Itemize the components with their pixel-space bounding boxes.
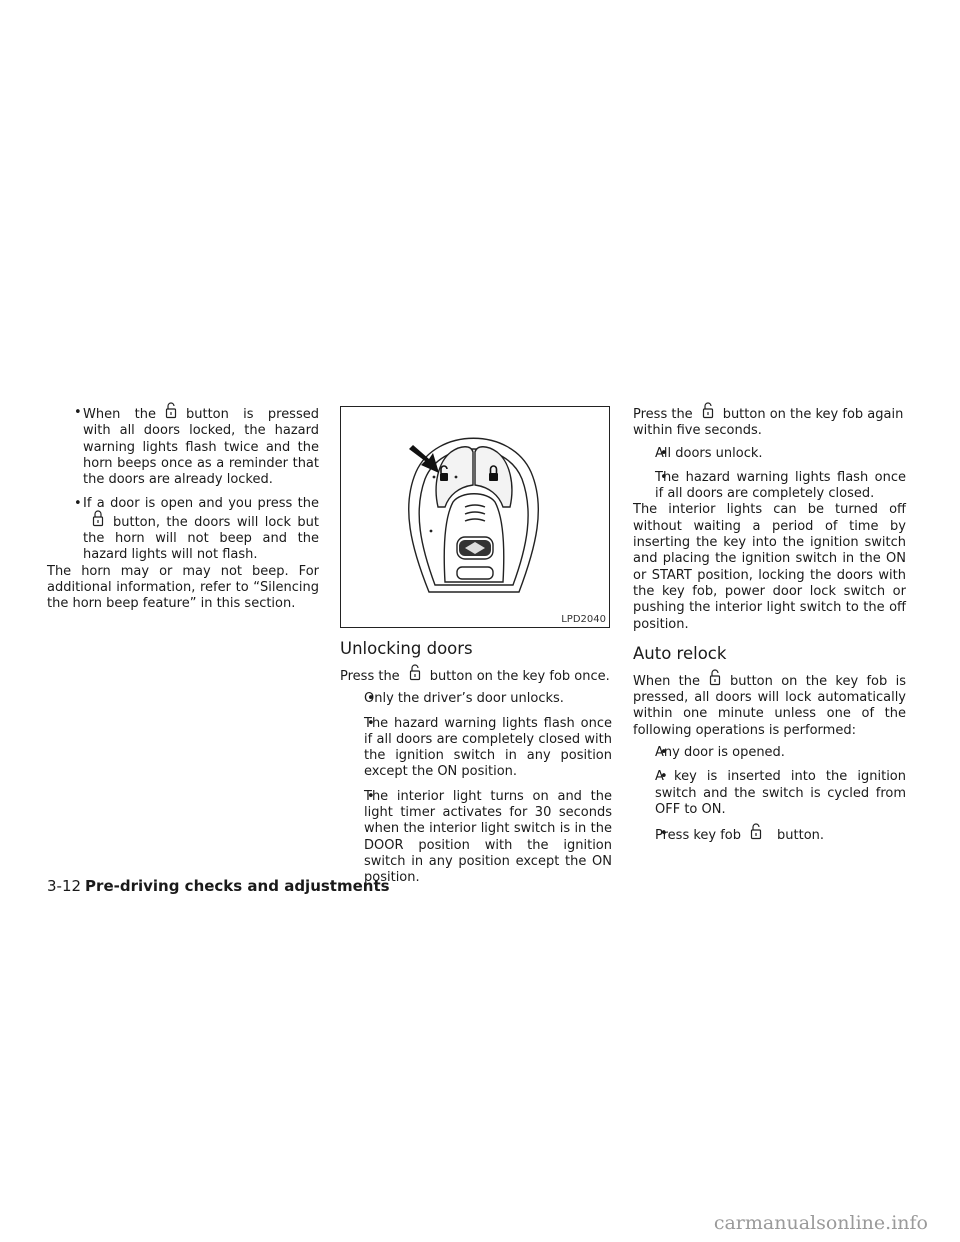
- horn-note: The horn may or may not beep. For additional information, refer to “Silencing the horn beep feature” in this section.: [47, 563, 319, 612]
- unlock-padlock-icon: [400, 667, 430, 683]
- page-footer: [47, 877, 390, 895]
- unlock-padlock-icon: [700, 672, 730, 688]
- bullet-already-locked: • When the button is pressed with all doors locked, the hazard warning lights flash twice and the horn beeps once as a reminder that the doors are already locked.: [47, 405, 319, 488]
- relock-bullet-1: • Any door is opened.: [633, 745, 906, 761]
- unlock-bullet-1: • Only the driver’s door unlocks.: [340, 691, 612, 707]
- unlock-again-bullet-1: • All doors unlock.: [633, 446, 906, 462]
- key-fob-figure: [340, 406, 610, 628]
- bullet-door-open: • If a door is open and you press the button, the doors will lock but the horn will not beep and the hazard lights will not flash.: [47, 496, 319, 563]
- unlock-bullet-3: • The interior light turns on and the light timer activates for 30 seconds when the interior light switch is in the DOOR position with the ignition switch in any position except the ON position.: [340, 789, 612, 887]
- unlock-padlock-icon: [156, 405, 186, 421]
- page-number: 3-12: [47, 877, 82, 895]
- figure-code: LPD2040: [561, 614, 606, 625]
- unlock-intro: Press the button on the key fob once.: [340, 667, 612, 685]
- heading-unlocking-doors: Unlocking doors: [340, 639, 473, 658]
- middle-column: [340, 406, 612, 887]
- section-title: Pre-driving checks and adjustments: [85, 877, 390, 895]
- interior-lights-note: The interior lights can be turned off without waiting a period of time by inserting the key into the ignition switch and placing the ignition switch in the ON or START position, locking the doors with the key fob, power door lock switch or pushing the interior light switch to the off position.: [633, 502, 906, 632]
- heading-auto-relock: Auto relock: [633, 643, 727, 663]
- unlock-padlock-icon: [693, 405, 723, 421]
- unlock-again-intro: Press the button on the key fob again within five seconds.: [633, 405, 906, 440]
- relock-bullet-3: • Press key fob button.: [633, 826, 906, 844]
- lock-padlock-icon: [83, 513, 113, 529]
- unlock-again-bullet-2: • The hazard warning lights flash once if all doors are completely closed.: [633, 470, 906, 503]
- watermark: carmanualsonline.info: [713, 1212, 928, 1234]
- relock-intro: When the button on the key fob is pressed, all doors will lock automatically within one minute unless one of the following operations is performed:: [633, 672, 906, 739]
- right-column: [633, 405, 906, 845]
- relock-bullet-2: • A key is inserted into the ignition switch and the switch is cycled from OFF to ON.: [633, 769, 906, 818]
- unlock-bullet-2: • The hazard warning lights flash once if all doors are completely closed with the ignition switch in any position except the ON position.: [340, 716, 612, 781]
- unlock-padlock-icon: [741, 826, 777, 842]
- key-fob-illustration: [341, 407, 609, 627]
- left-column: [47, 405, 319, 613]
